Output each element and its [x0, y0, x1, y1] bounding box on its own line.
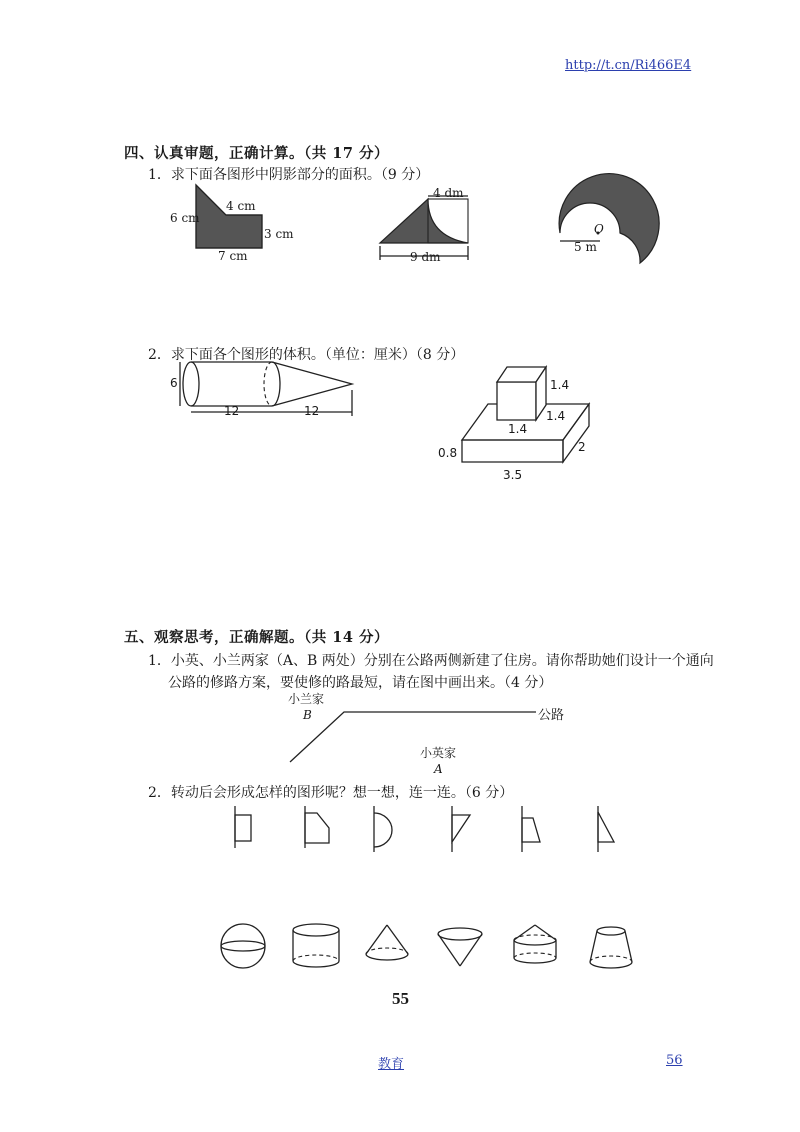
- cuboid-depth-label: 2: [578, 440, 586, 454]
- footer-page-link[interactable]: 56: [666, 1053, 683, 1068]
- cuboid-width-label: 3.5: [503, 468, 523, 482]
- l-shape-top-label: 4 cm: [226, 199, 256, 213]
- triangle-bottom-label: 9 dm: [410, 250, 441, 264]
- question-4-2-text: 2．求下面各个图形的体积。（单位：厘米）（8 分）: [148, 347, 465, 363]
- cube-depth-label: 1.4: [546, 409, 566, 423]
- question-4-1-text: 1．求下面各图形中阴影部分的面积。（9 分）: [148, 167, 430, 183]
- road-label: 公路: [538, 708, 565, 723]
- cylinder-length-label: 12: [224, 404, 240, 418]
- house-b-name: 小兰家: [288, 692, 325, 706]
- triangle-top-label: 4 dm: [433, 186, 464, 200]
- question-5-1-line2: 公路的修路方案，要使修的路最短，请在图中画出来。（4 分）: [168, 675, 553, 691]
- cuboid-height-label: 0.8: [438, 446, 458, 460]
- question-5-1-line1: 1．小英、小兰两家（A、B 两处）分别在公路两侧新建了住房。请你帮助她们设计一个通向: [148, 653, 714, 669]
- house-a-name: 小英家: [420, 746, 457, 760]
- cylinder-height-label: 6: [170, 376, 178, 390]
- crescent-center-label: O: [594, 222, 604, 236]
- footer-label-link[interactable]: 教育: [378, 1057, 405, 1072]
- house-a-letter: A: [434, 762, 443, 776]
- house-b-letter: B: [303, 708, 312, 722]
- cone-length-label: 12: [304, 404, 320, 418]
- question-5-2-text: 2．转动后会形成怎样的图形呢？想一想，连一连。（6 分）: [148, 785, 514, 801]
- section-4-title: 四、认真审题，正确计算。（共 17 分）: [124, 145, 390, 162]
- section-5-title: 五、观察思考，正确解题。（共 14 分）: [124, 629, 390, 646]
- page-number: 55: [392, 989, 409, 1008]
- cube-height-label: 1.4: [550, 378, 570, 392]
- l-shape-left-label: 6 cm: [170, 211, 200, 225]
- header-url-link[interactable]: http://t.cn/Ri466E4: [565, 58, 692, 73]
- cube-width-label: 1.4: [508, 422, 528, 436]
- l-shape-bottom-label: 7 cm: [218, 249, 248, 263]
- crescent-radius-label: 5 m: [574, 240, 597, 254]
- l-shape-right-label: 3 cm: [264, 227, 294, 241]
